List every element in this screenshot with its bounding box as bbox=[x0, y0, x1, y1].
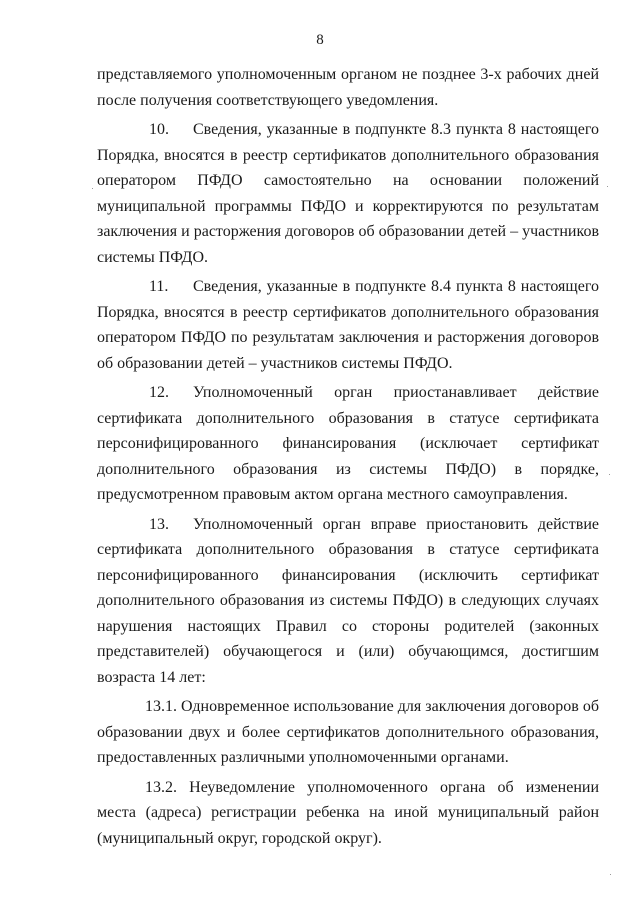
page-number: 8 bbox=[316, 32, 324, 48]
scan-speck bbox=[609, 474, 610, 475]
paragraph-text: Сведения, указанные в подпункте 8.4 пункта 8 настоящего Порядка, вносятся в реестр сертификатов дополнительного образования оператором ПФДО по результатам заключения и расторжения договоров об образовании детей – участников системы ПФДО. bbox=[97, 278, 599, 372]
paragraph-13-1 bbox=[97, 694, 599, 771]
paragraph-text: 13.2. Неуведомление уполномоченного органа об изменении места (адреса) регистрации ребенка на иной муниципальный район (муниципальный округ, городской округ). bbox=[97, 778, 599, 847]
scan-speck bbox=[610, 874, 611, 875]
paragraph-13-2 bbox=[97, 775, 599, 852]
paragraph-text: Уполномоченный орган вправе приостановить действие сертификата дополнительного образования в статусе сертификата персонифицированного финансирования (исключить сертификат дополнительного образования из системы ПФДО) в следующих случаях нарушения настоящих Правил со стороны родителей (законных представителей) обучающегося и (или) обучающимся, достигшим возраста 14 лет: bbox=[97, 515, 599, 686]
paragraph-number: 10. bbox=[149, 121, 169, 138]
paragraph-number: 12. bbox=[149, 384, 169, 401]
paragraph-number: 13. bbox=[149, 515, 169, 533]
paragraph-11 bbox=[97, 274, 599, 376]
document-body bbox=[97, 62, 599, 855]
paragraph-text: представляемого уполномоченным органом не позднее 3-х рабочих дней после получения соответствующего уведомления. bbox=[97, 66, 599, 109]
paragraph-number: 11. bbox=[149, 278, 169, 295]
paragraph-text: Сведения, указанные в подпункте 8.3 пункта 8 настоящего Порядка, вносятся в реестр сертификатов дополнительного образования оператором ПФДО самостоятельно на основании положений муниципальной программы ПФДО и корректируются по результатам заключения и расторжения договоров об образовании детей – участников системы ПФДО. bbox=[97, 121, 599, 266]
paragraph-text: 13.1. Одновременное использование для заключения договоров об образовании двух и более сертификатов дополнительного образования, предоставленных различными уполномоченными органами. bbox=[97, 698, 599, 766]
paragraph-12 bbox=[97, 380, 599, 508]
paragraph-continuation bbox=[97, 62, 599, 113]
paragraph-13 bbox=[97, 512, 599, 691]
paragraph-text: Уполномоченный орган приостанавливает действие сертификата дополнительного образования в статусе сертификата персонифицированного финансирования (исключает сертификат дополнительного образования из системы ПФДО) в порядке, предусмотренном правовым актом органа местного самоуправления. bbox=[97, 384, 599, 503]
scan-speck bbox=[92, 188, 93, 189]
scan-speck bbox=[607, 186, 608, 187]
paragraph-10 bbox=[97, 117, 599, 270]
